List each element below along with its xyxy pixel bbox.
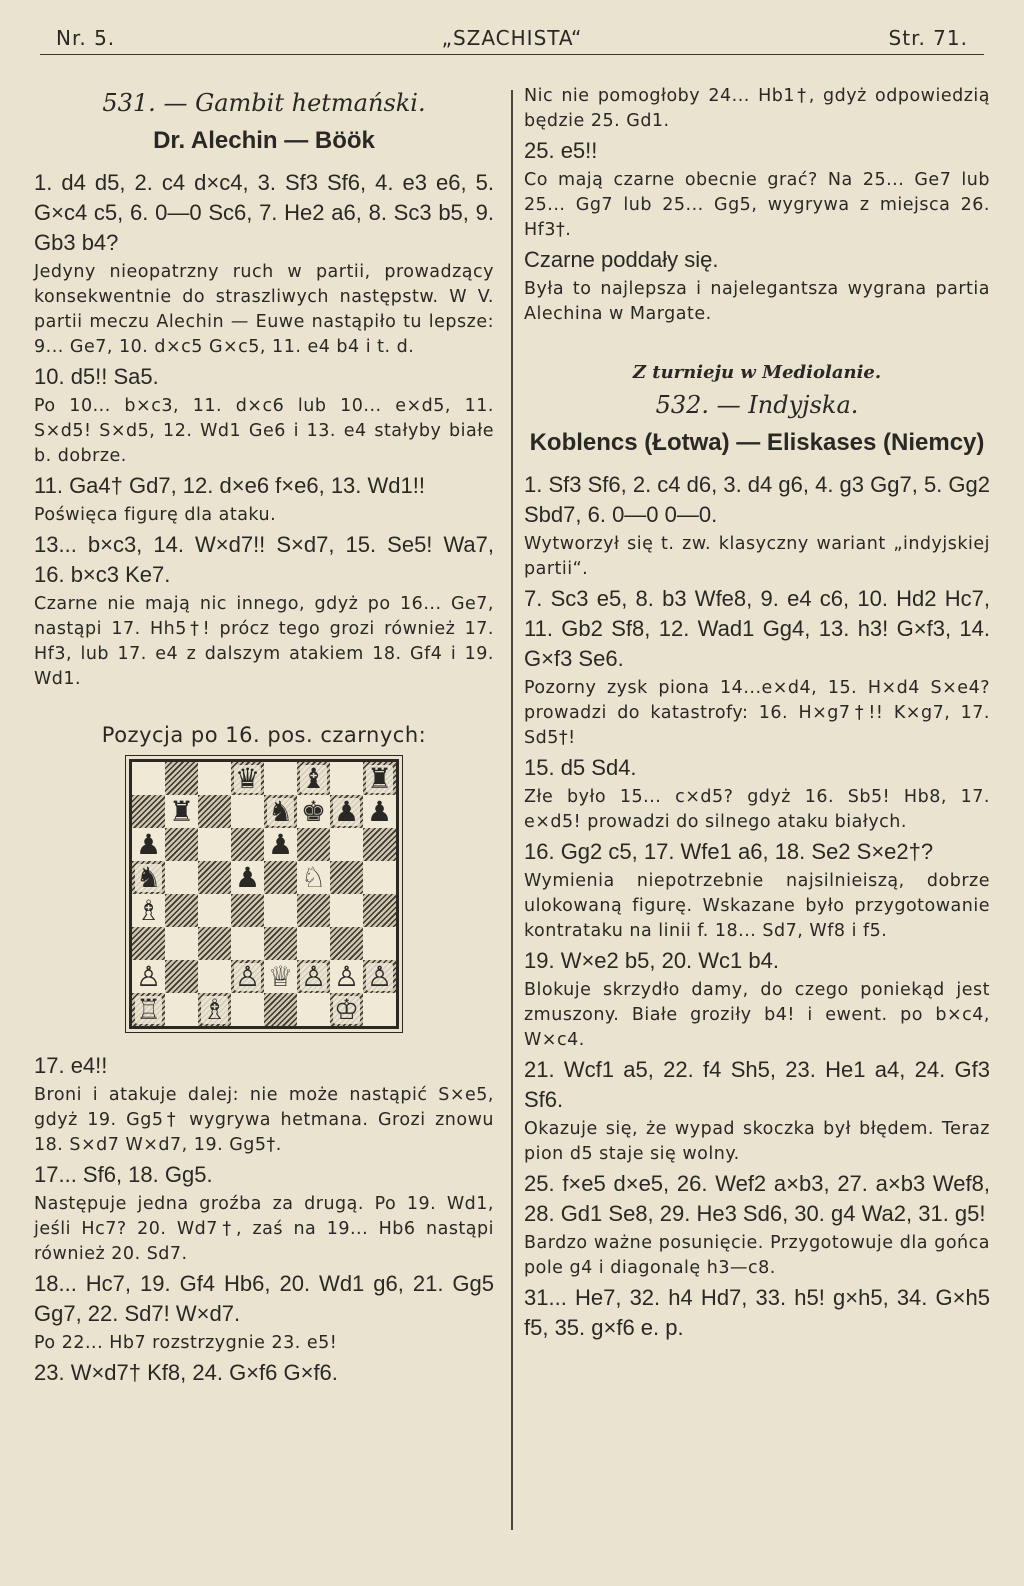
players-heading: Koblencs (Łotwa) — Eliskases (Niemcy) <box>529 429 985 456</box>
board-square <box>330 762 363 795</box>
board-square <box>231 927 264 960</box>
moves-text: 10. d5!! Sa5. <box>34 364 159 389</box>
board-square <box>165 762 198 795</box>
board-square <box>198 828 231 861</box>
moves-text: 17. e4!! <box>34 1053 108 1078</box>
chess-piece-icon: ♙ <box>333 959 360 993</box>
board-square <box>198 861 231 894</box>
chess-piece-icon: ♗ <box>201 992 228 1026</box>
moves-text: 11. Ga4† Gd7, 12. d×e6 f×e6, 13. Wd1!! <box>34 473 425 498</box>
board-square <box>132 894 165 927</box>
board-square <box>165 894 198 927</box>
chess-piece-icon: ♞ <box>267 794 294 828</box>
board-square <box>231 828 264 861</box>
board-square <box>330 993 363 1026</box>
chess-piece-icon: ♝ <box>300 761 327 795</box>
board-square <box>231 861 264 894</box>
moves-text: 19. W×e2 b5, 20. Wc1 b4. <box>524 948 779 973</box>
board-square <box>132 927 165 960</box>
board-square <box>198 927 231 960</box>
board-square <box>264 762 297 795</box>
board-square <box>363 795 396 828</box>
commentary-text: Była to najlepsza i najelegantsza wygrana partia Alechina w Margate. <box>524 279 990 324</box>
board-square <box>363 927 396 960</box>
chess-piece-icon: ♙ <box>300 959 327 993</box>
board-square <box>231 960 264 993</box>
magazine-title: „SZACHISTA“ <box>441 26 583 50</box>
board-square <box>297 861 330 894</box>
commentary-text: Poświęca figurę dla ataku. <box>34 505 277 525</box>
board-square <box>132 828 165 861</box>
commentary-text: Jedyny nieopatrzny ruch w partii, prowadzący konsekwentnie do straszliwych następstw. W V. partii meczu Alechin — Euwe nastąpiło tu lepsze: 9... Ge7, 10. d×c5 G×c5, 11. e4 b4 i t. d. <box>34 262 494 357</box>
result-text: Czarne poddały się. <box>524 247 719 272</box>
moves-text: 23. W×d7† Kf8, 24. G×f6 G×f6. <box>34 1360 338 1385</box>
chess-piece-icon: ♘ <box>300 860 327 894</box>
board-square <box>297 993 330 1026</box>
board-square <box>165 795 198 828</box>
game-title: 531. — Gambit hetmański. <box>102 89 426 117</box>
board-square <box>231 762 264 795</box>
board-square <box>363 828 396 861</box>
moves-text: 7. Sc3 e5, 8. b3 Wfe8, 9. e4 c6, 10. Hd2 Hc7, 11. Gb2 Sf8, 12. Wad1 Gg4, 13. h3! G×f3, 14. G×f3 Se6. <box>524 586 990 671</box>
board-square <box>330 894 363 927</box>
board-square <box>165 828 198 861</box>
board-square <box>363 894 396 927</box>
moves-text: 13... b×c3, 14. W×d7!! S×d7, 15. Se5! Wa7, 16. b×c3 Ke7. <box>34 532 494 587</box>
board-square <box>330 960 363 993</box>
moves-text: 25. f×e5 d×e5, 26. Wef2 a×b3, 27. a×b3 Wef8, 28. Gd1 Se8, 29. He3 Sd6, 30. g4 Wa2, 31. g5! <box>524 1171 990 1226</box>
commentary-text: Złe było 15... c×d5? gdyż 16. Sb5! Hb8, 17. e×d5! prowadzi do silnego ataku białych. <box>524 787 990 832</box>
board-square <box>132 861 165 894</box>
board-square <box>231 894 264 927</box>
chess-piece-icon: ♙ <box>234 959 261 993</box>
board-square <box>297 927 330 960</box>
chess-piece-icon: ♖ <box>135 992 162 1026</box>
commentary-text: Co mają czarne obecnie grać? Na 25... Ge7 lub 25... Gg7 lub 25... Gg5, wygrywa z miejsca 26. Hf3†. <box>524 170 990 240</box>
commentary-text: Pozorny zysk piona 14...e×d4, 15. H×d4 S×e4? prowadzi do katastrofy: 16. H×g7†!! K×g7, 17. Sd5†! <box>524 678 990 748</box>
chess-piece-icon: ♞ <box>135 860 162 894</box>
board-square <box>198 795 231 828</box>
board-square <box>297 762 330 795</box>
chess-piece-icon: ♙ <box>135 959 162 993</box>
chess-piece-icon: ♟ <box>234 860 261 894</box>
chess-piece-icon: ♔ <box>333 992 360 1026</box>
board-square <box>132 795 165 828</box>
board-square <box>264 960 297 993</box>
board-square <box>231 795 264 828</box>
commentary-text: Wymienia niepotrzebnie najsilnieiszą, dobrze ulokowaną figurę. Wskazane było przygotowanie kontrataku na linii f. 18... Sd7, Wf8 i f5. <box>524 871 990 941</box>
board-square <box>330 927 363 960</box>
commentary-text: Po 22... Hb7 rozstrzygnie 23. e5! <box>34 1333 338 1353</box>
board-square <box>363 993 396 1026</box>
chess-piece-icon: ♙ <box>366 959 393 993</box>
diagram-caption: Pozycja po 16. pos. czarnych: <box>101 723 427 747</box>
game-title: 532. — Indyjska. <box>655 391 859 419</box>
commentary-text: Bardzo ważne posunięcie. Przygotowuje dla gońca pole g4 i diagonalę h3—c8. <box>524 1233 990 1278</box>
chess-board <box>129 759 399 1029</box>
board-square <box>165 960 198 993</box>
chess-piece-icon: ♕ <box>267 959 294 993</box>
board-square <box>198 762 231 795</box>
board-square <box>264 795 297 828</box>
board-square <box>165 993 198 1026</box>
board-square <box>264 894 297 927</box>
board-square <box>363 861 396 894</box>
moves-text: 15. d5 Sd4. <box>524 755 637 780</box>
commentary-text: Nic nie pomogłoby 24... Hb1†, gdyż odpowiedzią będzie 25. Gd1. <box>524 86 990 131</box>
chess-piece-icon: ♟ <box>366 794 393 828</box>
board-square <box>132 960 165 993</box>
chess-piece-icon: ♟ <box>267 827 294 861</box>
chess-piece-icon: ♟ <box>135 827 162 861</box>
moves-text: 31... He7, 32. h4 Hd7, 33. h5! g×h5, 34. G×h5 f5, 35. g×f6 e. p. <box>524 1285 990 1340</box>
board-square <box>363 960 396 993</box>
page-header <box>40 24 984 55</box>
commentary-text: Czarne nie mają nic innego, gdyż po 16... Ge7, nastąpi 17. Hh5†! prócz tego grozi również 17. Hf3, lub 17. e4 z dalszym atakiem 18. Gf4 i 19. Wd1. <box>34 594 494 689</box>
moves-text: 1. d4 d5, 2. c4 d×c4, 3. Sf3 Sf6, 4. e3 e6, 5. G×c4 c5, 6. 0—0 Sc6, 7. He2 a6, 8. Sc3 b5, 9. Gb3 b4? <box>34 170 494 255</box>
board-square <box>297 795 330 828</box>
board-square <box>297 828 330 861</box>
board-square <box>198 894 231 927</box>
commentary-text: Broni i atakuje dalej: nie może nastąpić S×e5, gdyż 19. Gg5† wygrywa hetmana. Grozi znowu 18. S×d7 W×d7, 19. Gg5†. <box>34 1085 494 1155</box>
board-square <box>264 861 297 894</box>
chess-piece-icon: ♜ <box>366 761 393 795</box>
page-number: Str. 71. <box>888 26 968 50</box>
board-square <box>231 993 264 1026</box>
chess-piece-icon: ♜ <box>168 794 195 828</box>
chess-diagram <box>34 759 494 1029</box>
board-square <box>198 960 231 993</box>
moves-text: 25. e5!! <box>524 138 598 163</box>
board-square <box>198 993 231 1026</box>
board-square <box>165 927 198 960</box>
moves-text: 18... Hc7, 19. Gf4 Hb6, 20. Wd1 g6, 21. Gg5 Gg7, 22. Sd7! W×d7. <box>34 1271 494 1326</box>
moves-text: 21. Wcf1 a5, 22. f4 Sh5, 23. He1 a4, 24. Gf3 Sf6. <box>524 1057 990 1112</box>
board-square <box>330 795 363 828</box>
board-square <box>264 927 297 960</box>
commentary-text: Okazuje się, że wypad skoczka był błędem. Teraz pion d5 staje się wolny. <box>524 1119 990 1164</box>
moves-text: 1. Sf3 Sf6, 2. c4 d6, 3. d4 g6, 4. g3 Gg7, 5. Gg2 Sbd7, 6. 0—0 0—0. <box>524 472 990 527</box>
moves-text: 17... Sf6, 18. Gg5. <box>34 1162 213 1187</box>
commentary-text: Następuje jedna groźba za drugą. Po 19. Wd1, jeśli Hc7? 20. Wd7†, zaś na 19... Hb6 nastąpi również 20. Sd7. <box>34 1194 494 1264</box>
board-square <box>330 861 363 894</box>
board-square <box>330 828 363 861</box>
players-heading: Dr. Alechin — Böök <box>153 127 375 154</box>
board-square <box>132 762 165 795</box>
board-square <box>132 993 165 1026</box>
commentary-text: Po 10... b×c3, 11. d×c6 lub 10... e×d5, 11. S×d5! S×d5, 12. Wd1 Ge6 i 13. e4 stałyby białe b. dobrze. <box>34 396 494 466</box>
commentary-text: Wytworzył się t. zw. klasyczny wariant „indyjskiej partii“. <box>524 534 990 579</box>
column-divider <box>511 90 513 1530</box>
issue-number: Nr. 5. <box>56 26 116 50</box>
chess-piece-icon: ♗ <box>135 893 162 927</box>
board-square <box>165 861 198 894</box>
board-square <box>297 894 330 927</box>
section-title: Z turnieju w Mediolanie. <box>632 362 882 383</box>
right-column <box>524 84 990 1536</box>
chess-piece-icon: ♚ <box>300 794 327 828</box>
commentary-text: Blokuje skrzydło damy, do czego poniekąd jest zmuszony. Białe groziły b4! i ewent. po b×c4, W×c4. <box>524 980 990 1050</box>
board-square <box>264 828 297 861</box>
left-column <box>34 84 494 1536</box>
chess-piece-icon: ♟ <box>333 794 360 828</box>
chess-piece-icon: ♛ <box>234 761 261 795</box>
board-square <box>297 960 330 993</box>
board-square <box>264 993 297 1026</box>
moves-text: 16. Gg2 c5, 17. Wfe1 a6, 18. Se2 S×e2†? <box>524 839 934 864</box>
board-square <box>363 762 396 795</box>
